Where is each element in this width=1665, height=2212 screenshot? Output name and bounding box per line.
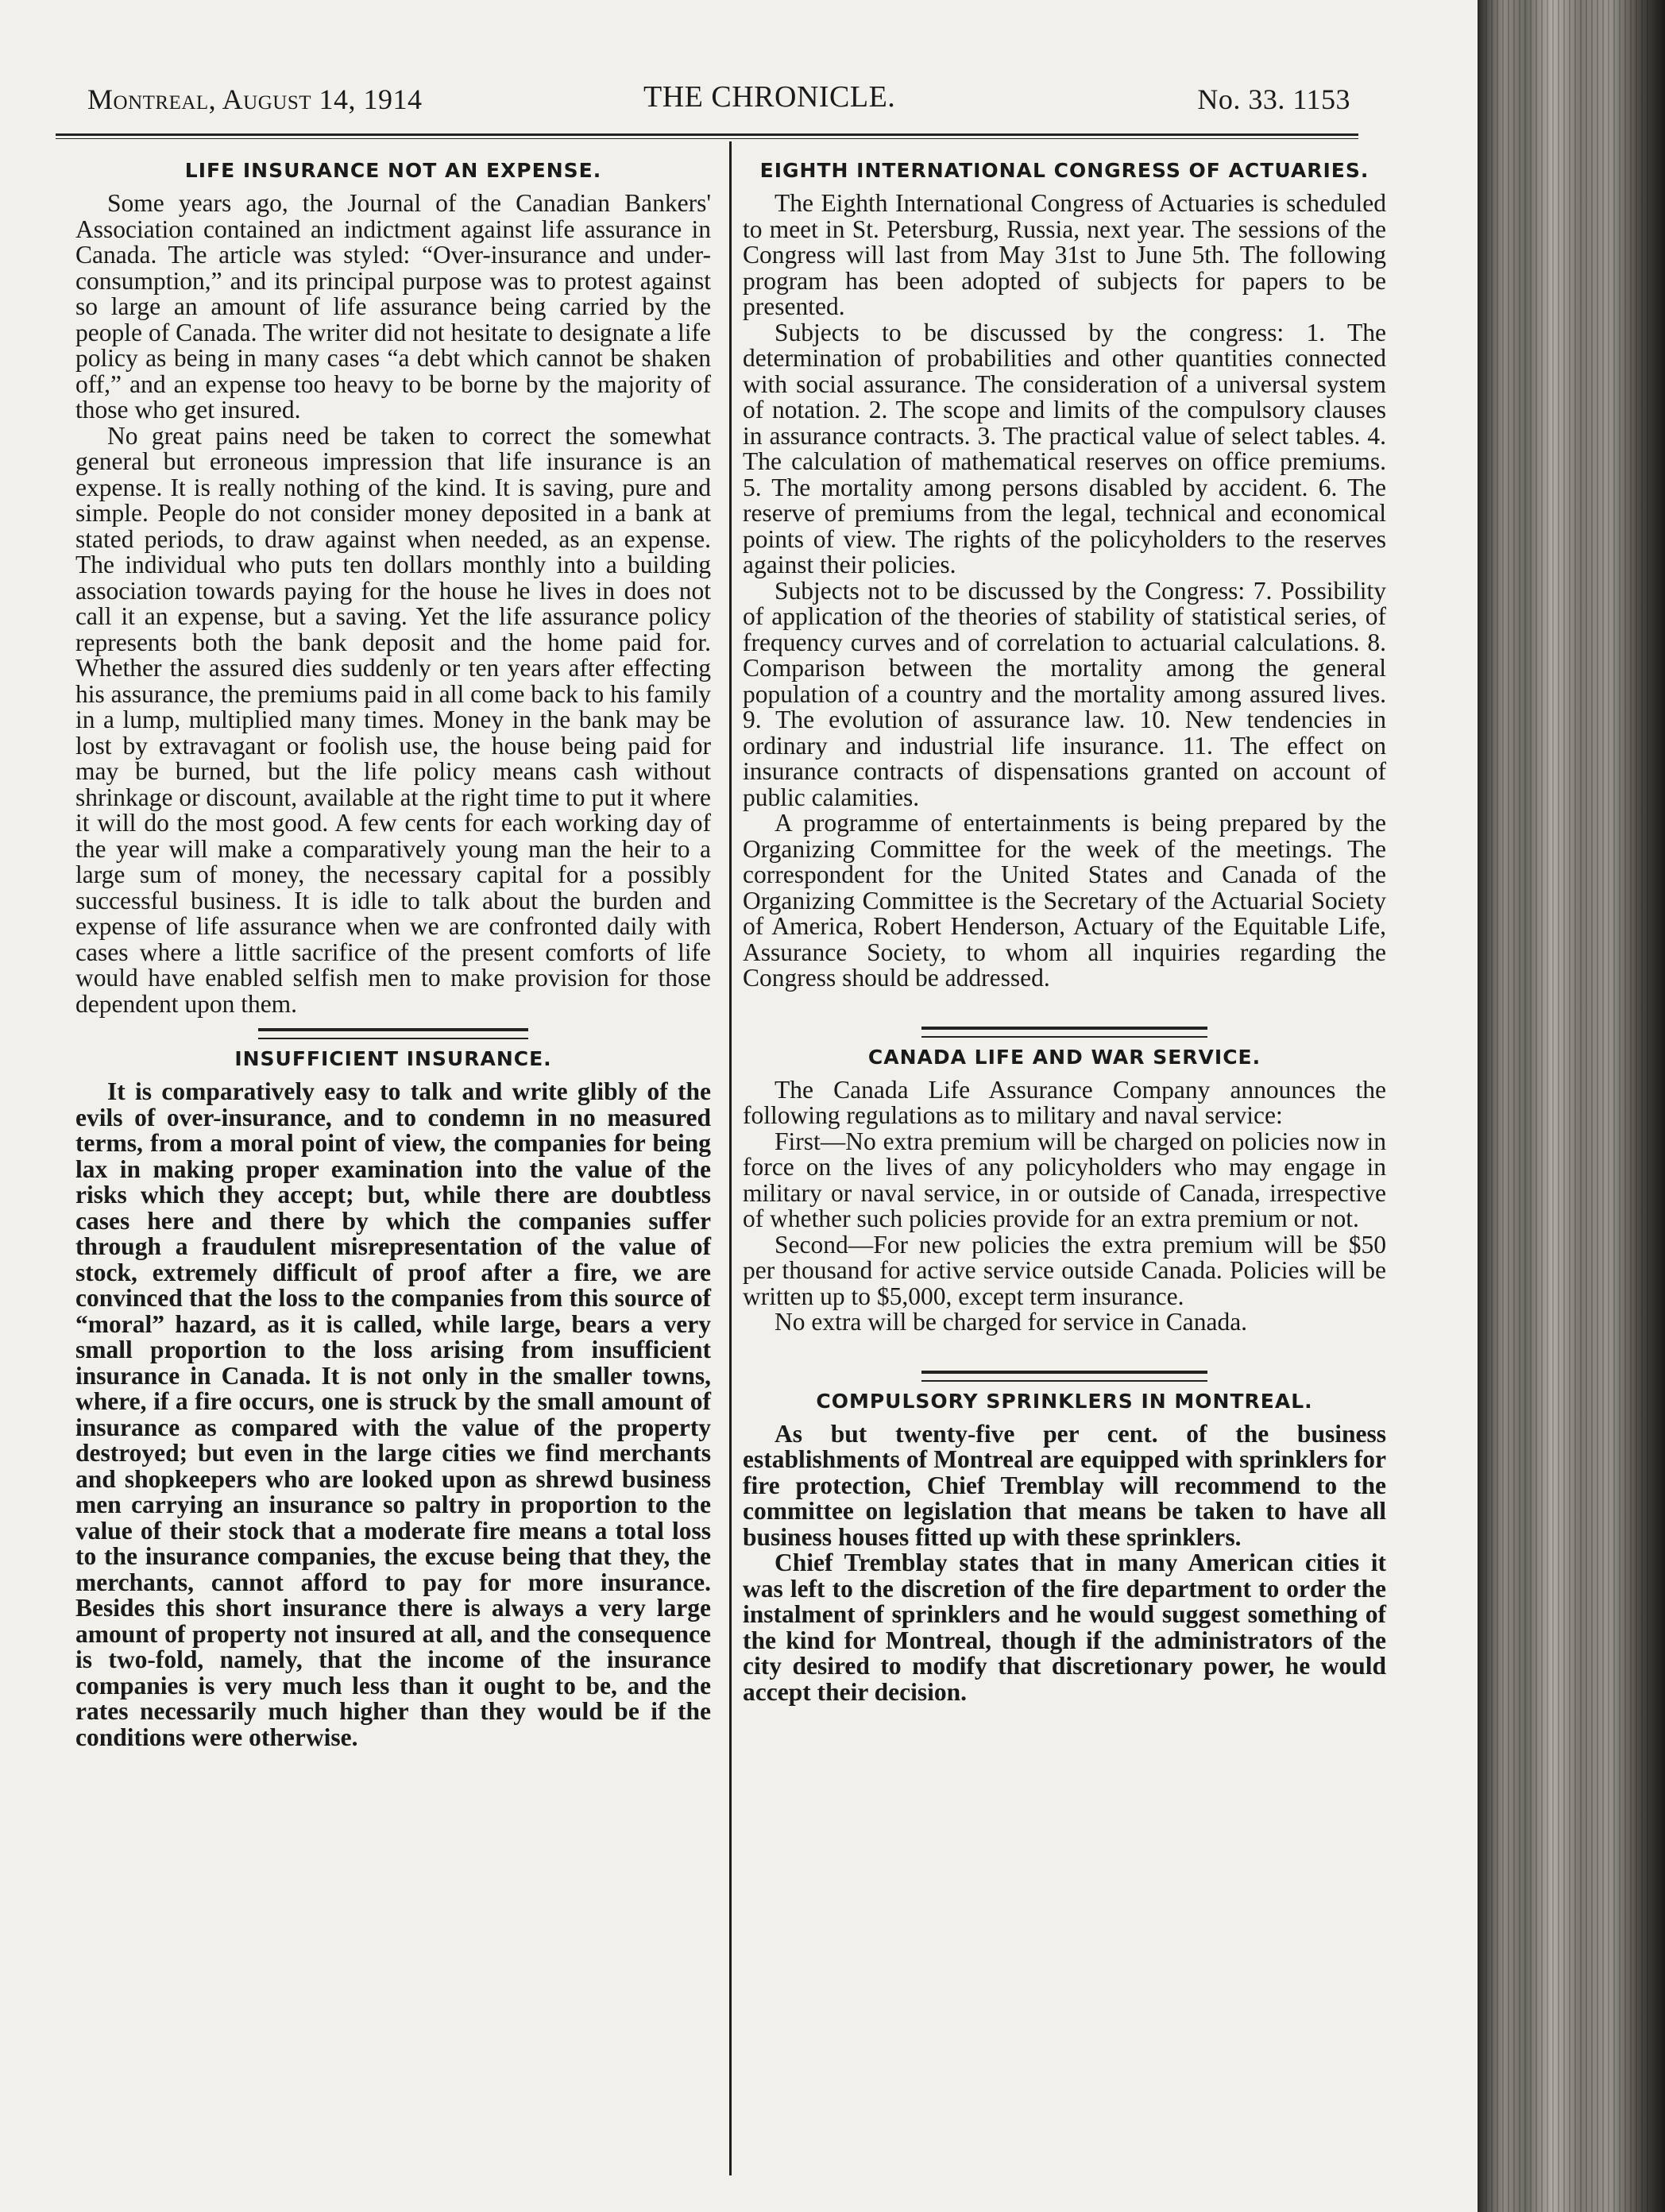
article-paragraph: Second—For new policies the extra premium will be $50 per thousand for active service outside Canada. Policies will be written up to $5,000, except term insurance. [743,1230,1386,1310]
section-divider [258,1028,528,1039]
article-paragraph: The Canada Life Assurance Company announces the following regulations as to military and naval service: [743,1075,1386,1129]
article-paragraph: As but twenty-five per cent. of the business establishments of Montreal are equipped with sprinklers for fire protection, Chief Tremblay will recommend to the committee on legislation that means be taken to have all business houses fitted up with these sprinklers. [743,1419,1386,1551]
section-divider [921,1371,1207,1382]
section-divider [921,1027,1207,1038]
article-paragraph: No great pains need be taken to correct the somewhat general but erroneous impression that life insurance is an expense. It is really nothing of the kind. It is saving, pure and simple. People do not consider money deposited in a bank at stated periods, to draw against when needed, as an expense. The individual who puts ten dollars monthly into a building association towards paying for the house he lives in does not call it an expense, but a saving. Yet the life assurance policy represents both the bank deposit and the home paid for. Whether the assured dies suddenly or ten years after effecting his assurance, the premiums paid in all come back to his family in a lump, multiplied many times. Money in the bank may be lost by extravagant or foolish use, the house being paid for may be burned, but the life policy means cash without shrinkage or discount, available at the right time to put it where it will do the most good. A few cents for each working day of the year will make a comparatively young man the heir to a large sum of money, the necessary capital for a possibly successful business. It is idle to talk about the burden and expense of life assurance when we are confronted daily with cases where a little sacrifice of the present comforts of life would have enabled selfish men to make provision for those dependent upon them. [75,421,711,1018]
article-title-congress: EIGHTH INTERNATIONAL CONGRESS OF ACTUARIES. [759,159,1369,182]
header-masthead: THE CHRONICLE. [643,80,896,114]
page-header [87,80,1350,119]
page-edges [1485,0,1652,2212]
header-issue-page: No. 33. 1153 [1197,83,1350,115]
article-title-sprinklers: COMPULSORY SPRINKLERS IN MONTREAL. [816,1389,1313,1413]
column-divider [729,141,732,2175]
header-dateline: Montreal, August 14, 1914 [87,83,423,115]
article-paragraph: No extra will be charged for service in Canada. [775,1308,1248,1336]
article-title-life-insurance: LIFE INSURANCE NOT AN EXPENSE. [184,159,602,182]
article-paragraph: The Eighth International Congress of Actuaries is scheduled to meet in St. Petersburg, Russia, next year. The sessions of the Congress will last from May 31st to June 5th. The following program has been adopted of subjects for papers to be presented. [743,189,1386,320]
article-paragraph: Subjects to be discussed by the congress: 1. The determination of probabilities and other quantities connected with social assurance. The consideration of a universal system of notation. 2. The scope and limits of the compulsory clauses in assurance contracts. 3. The practical value of select tables. 4. The calculation of mathematical reserves on office premiums. 5. The mortality among persons disabled by accident. 6. The reserve of premiums from the legal, technical and economical points of view. The rights of the policyholders to the reserves against their policies. [743,318,1386,578]
article-paragraph: First—No extra premium will be charged on policies now in force on the lives of any policyholders who may engage in military or naval service, in or outside of Canada, irrespective of whether such policies provide for an extra premium or not. [743,1127,1386,1232]
article-title-war-service: CANADA LIFE AND WAR SERVICE. [867,1045,1261,1069]
header-rule [56,133,1358,139]
article-paragraph: A programme of entertainments is being prepared by the Organizing Committee for the week of the meetings. The correspondent for the United States and Canada of the Organizing Committee is the Secretary of the Actuarial Society of America, Robert Henderson, Actuary of the Equitable Life, Assurance Society, to whom all inquiries regarding the Congress should be addressed. [743,809,1386,992]
article-paragraph: Chief Tremblay states that in many American cities it was left to the discretion of the fire department to order the instalment of sprinklers and he would suggest something of the kind for Montreal, though if the administrators of the city desired to modify that discretionary power, he would accept their decision. [743,1549,1386,1706]
left-column [75,159,711,1750]
article-paragraph: It is comparatively easy to talk and write glibly of the evils of over-insurance, and to condemn in no measured terms, from a moral point of view, the companies for being lax in making proper examination into the value of the risks which they accept; but, while there are doubtless cases here and there by which the companies suffer through a fraudulent misrepresentation of the value of stock, extremely difficult of proof after a fire, we are convinced that the loss to the companies from this source of “moral” hazard, as it is called, while large, bears a very small proportion to the loss arising from insufficient insurance in Canada. It is not only in the smaller towns, where, if a fire occurs, one is struck by the small amount of insurance as compared with the value of the property destroyed; but even in the large cities we find merchants and shopkeepers who are looked upon as shrewd business men carrying an insurance so paltry in proportion to the value of their stock that a moderate fire means a total loss to the insurance companies, the excuse being that they, the merchants, cannot afford to pay for more insurance. Besides this short insurance there is always a very large amount of property not insured at all, and the consequence is two-fold, namely, that the income of the insurance companies is very much less than it ought to be, and the rates necessarily much higher than they would be if the conditions were otherwise. [75,1077,711,1751]
article-paragraph: Subjects not to be discussed by the Congress: 7. Possibility of application of the theories of stability of statistical series, of frequency curves and of correlation to actuarial calculations. 8. Comparison between the mortality among the general population of a country and the mortality among assured lives. 9. The evolution of assurance law. 10. New tendencies in ordinary and industrial life insurance. 11. The effect on insurance contracts of dispensations granted on account of public calamities. [743,576,1386,811]
right-column [743,159,1386,1705]
article-title-insufficient: INSUFFICIENT INSURANCE. [234,1047,552,1070]
article-paragraph: Some years ago, the Journal of the Canadian Bankers' Association contained an indictment against life assurance in Canada. The article was styled: “Over-insurance and under-consumption,” and its principal purpose was to protest against so large an amount of life assurance being carried by the people of Canada. The writer did not hesitate to designate a life policy as being in many cases “a debt which cannot be shaken off,” and an expense too heavy to be borne by the majority of those who get insured. [75,189,711,423]
